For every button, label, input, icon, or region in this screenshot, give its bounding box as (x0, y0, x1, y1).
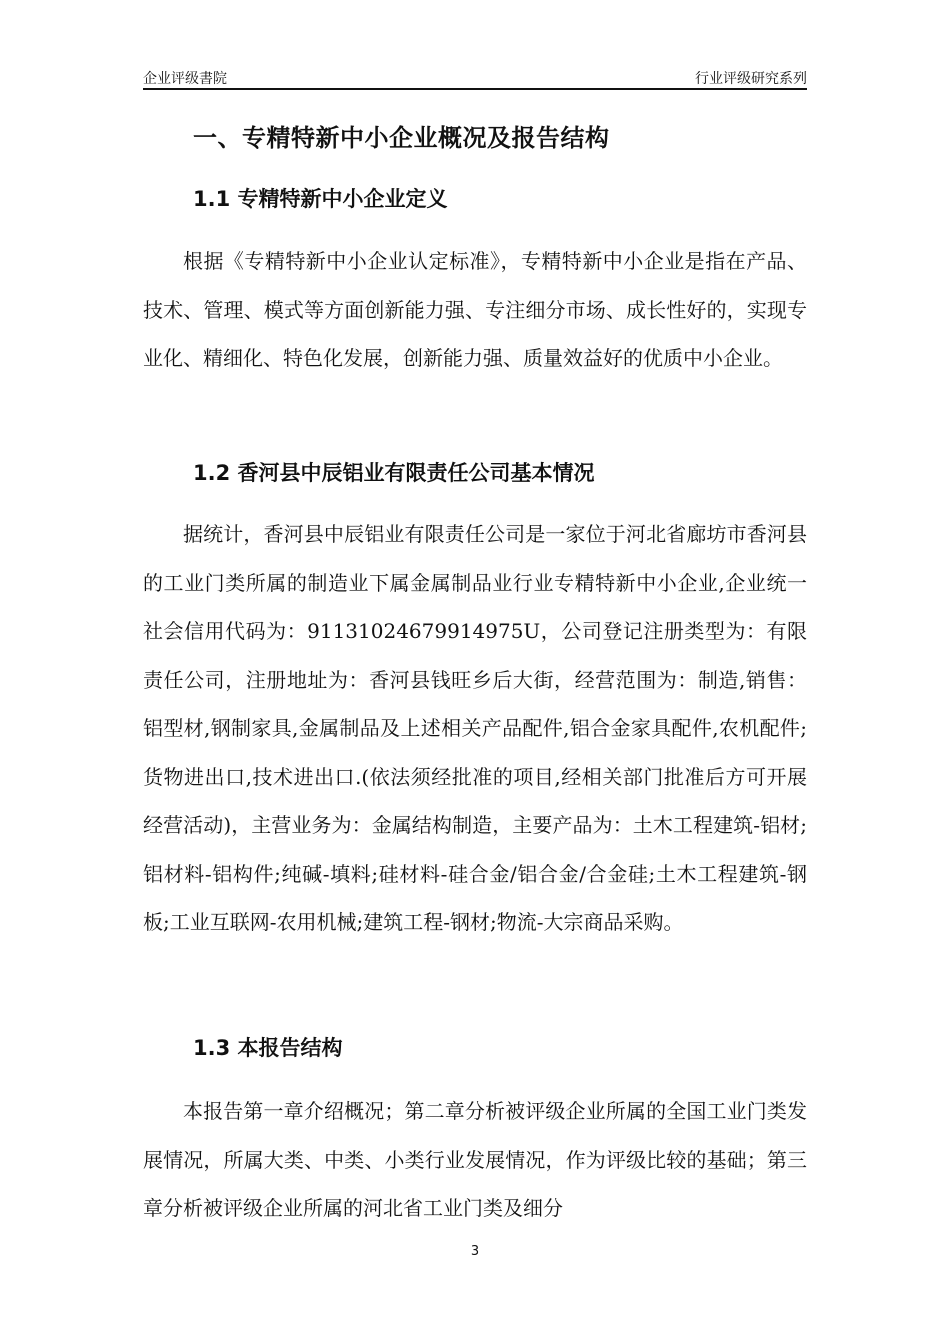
section-heading-1-1: 1.1 专精特新中小企业定义 (193, 187, 448, 211)
section-heading-1-2: 1.2 香河县中辰铝业有限责任公司基本情况 (193, 461, 595, 485)
section-paragraph-1-1: 根据《专精特新中小企业认定标准》，专精特新中小企业是指在产品、技术、管理、模式等方面创新能力强、专注细分市场、成长性好的，实现专业化、精细化、特色化发展，创新能力强、质量效益好的优质中小企业。 (143, 249, 807, 370)
header-left-text: 企业评级書院 (143, 71, 227, 87)
page-number: 3 (470, 1244, 480, 1259)
section-heading-1-3: 1.3 本报告结构 (193, 1036, 343, 1060)
section-paragraph-1-2: 据统计，香河县中辰铝业有限责任公司是一家位于河北省廊坊市香河县的工业门类所属的制造业下属金属制品业行业专精特新中小企业,企业统一社会信用代码为：91131024679914975U，公司登记注册类型为：有限责任公司，注册地址为：香河县钱旺乡后大街，经营范围为：制造,销售：铝型材,钢制家具,金属制品及上述相关产品配件,铝合金家具配件,农机配件;货物进出口,技术进出口.(依法须经批准的项目,经相关部门批准后方可开展经营活动)，主营业务为：金属结构制造，主要产品为：土木工程建筑-铝材;铝材料-铝构件;纯碱-填料;硅材料-硅合金/铝合金/合金硅;土木工程建筑-钢板;工业互联网-农用机械;建筑工程-钢材;物流-大宗商品采购。 (143, 522, 807, 934)
chapter-title: 一、专精特新中小企业概况及报告结构 (193, 124, 610, 152)
page-header (143, 66, 807, 90)
header-right-text: 行业评级研究系列 (695, 71, 807, 87)
section-paragraph-1-3: 本报告第一章介绍概况；第二章分析被评级企业所属的全国工业门类发展情况，所属大类、中类、小类行业发展情况，作为评级比较的基础；第三章分析被评级企业所属的河北省工业门类及细分 (143, 1099, 807, 1220)
